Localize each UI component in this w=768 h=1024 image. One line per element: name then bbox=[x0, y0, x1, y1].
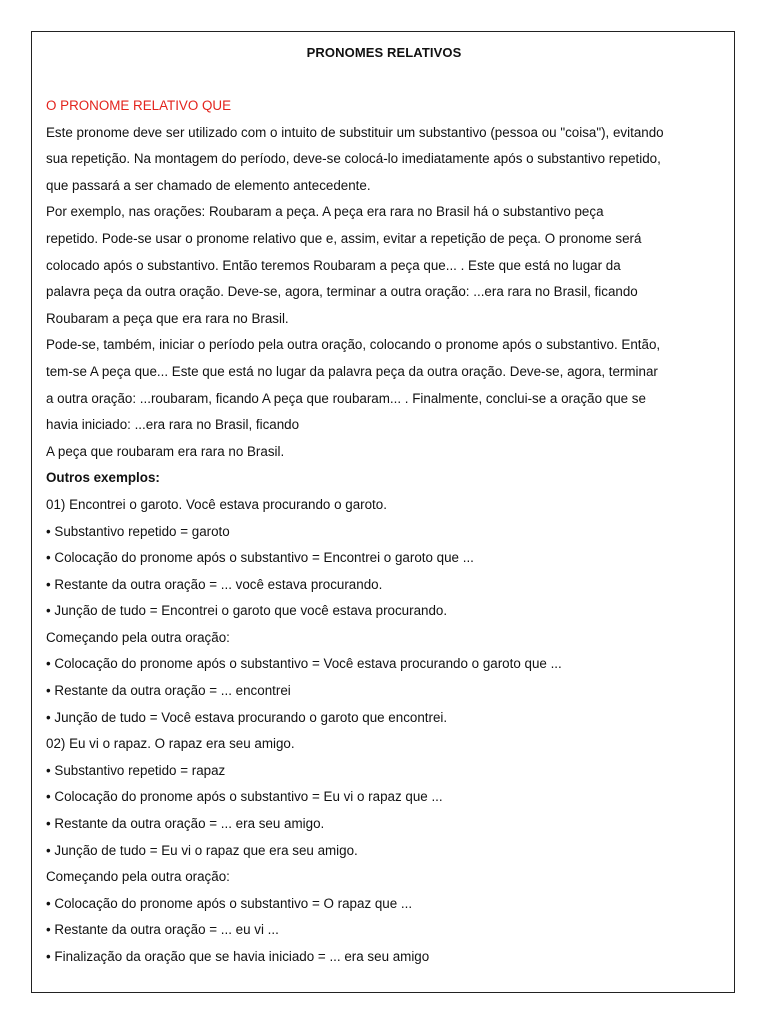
example-line: • Restante da outra oração = ... encontrei bbox=[46, 683, 291, 699]
example-line: • Finalização da oração que se havia iniciado = ... era seu amigo bbox=[46, 949, 430, 964]
paragraph-line: Por exemplo, nas orações: Roubaram a peça. A peça era rara no Brasil há o substantivo peça bbox=[46, 204, 604, 220]
example-line: • Junção de tudo = Você estava procurando o garoto que encontrei. bbox=[46, 709, 448, 725]
paragraph-line: que passará a ser chamado de elemento antecedente. bbox=[46, 177, 371, 193]
examples-heading: Outros exemplos: bbox=[46, 470, 160, 486]
example-line: • Restante da outra oração = ... eu vi ... bbox=[46, 922, 279, 938]
paragraph-line: palavra peça da outra oração. Deve-se, agora, terminar a outra oração: ...era rara no Brasil, ficando bbox=[46, 284, 638, 300]
paragraph-line: sua repetição. Na montagem do período, deve-se colocá-lo imediatamente após o substantivo repetido, bbox=[46, 151, 661, 167]
example-line: • Restante da outra oração = ... era seu amigo. bbox=[46, 816, 325, 832]
example-line: • Colocação do pronome após o substantivo = O rapaz que ... bbox=[46, 895, 413, 911]
example-line: • Colocação do pronome após o substantivo = Você estava procurando o garoto que ... bbox=[46, 656, 562, 672]
paragraph-line: repetido. Pode-se usar o pronome relativo que e, assim, evitar a repetição de peça. O pronome será bbox=[46, 230, 642, 246]
example-line: • Colocação do pronome após o substantivo = Encontrei o garoto que ... bbox=[46, 550, 474, 566]
example-line: 01) Encontrei o garoto. Você estava procurando o garoto. bbox=[46, 496, 387, 512]
page-title: PRONOMES RELATIVOS bbox=[306, 45, 462, 60]
example-line: • Substantivo repetido = rapaz bbox=[46, 762, 226, 778]
document-body bbox=[46, 93, 720, 971]
paragraph-line: havia iniciado: ...era rara no Brasil, ficando bbox=[46, 417, 300, 433]
example-line: • Substantivo repetido = garoto bbox=[46, 523, 230, 539]
paragraph-line: Pode-se, também, iniciar o período pela outra oração, colocando o pronome após o substantivo. Então, bbox=[46, 337, 661, 353]
example-line: • Junção de tudo = Encontrei o garoto que você estava procurando. bbox=[46, 603, 448, 619]
paragraph-line: Este pronome deve ser utilizado com o intuito de substituir um substantivo (pessoa ou "coisa"), evitando bbox=[46, 124, 664, 140]
paragraph-line: colocado após o substantivo. Então teremos Roubaram a peça que... . Este que está no lugar da bbox=[46, 257, 621, 273]
example-line: • Junção de tudo = Eu vi o rapaz que era seu amigo. bbox=[46, 842, 358, 858]
paragraph-line: a outra oração: ...roubaram, ficando A peça que roubaram... . Finalmente, conclui-se a oração que se bbox=[46, 390, 646, 406]
example-line: • Restante da outra oração = ... você estava procurando. bbox=[46, 576, 383, 592]
example-line: 02) Eu vi o rapaz. O rapaz era seu amigo. bbox=[46, 736, 295, 752]
example-line: Começando pela outra oração: bbox=[46, 869, 230, 885]
paragraph-line: A peça que roubaram era rara no Brasil. bbox=[46, 443, 285, 459]
paragraph-line: Roubaram a peça que era rara no Brasil. bbox=[46, 310, 289, 326]
example-line: Começando pela outra oração: bbox=[46, 629, 230, 645]
example-line: • Colocação do pronome após o substantivo = Eu vi o rapaz que ... bbox=[46, 789, 443, 805]
section-heading: O PRONOME RELATIVO QUE bbox=[46, 98, 232, 113]
paragraph-line: tem-se A peça que... Este que está no lugar da palavra peça da outra oração. Deve-se, agora, terminar bbox=[46, 363, 658, 379]
